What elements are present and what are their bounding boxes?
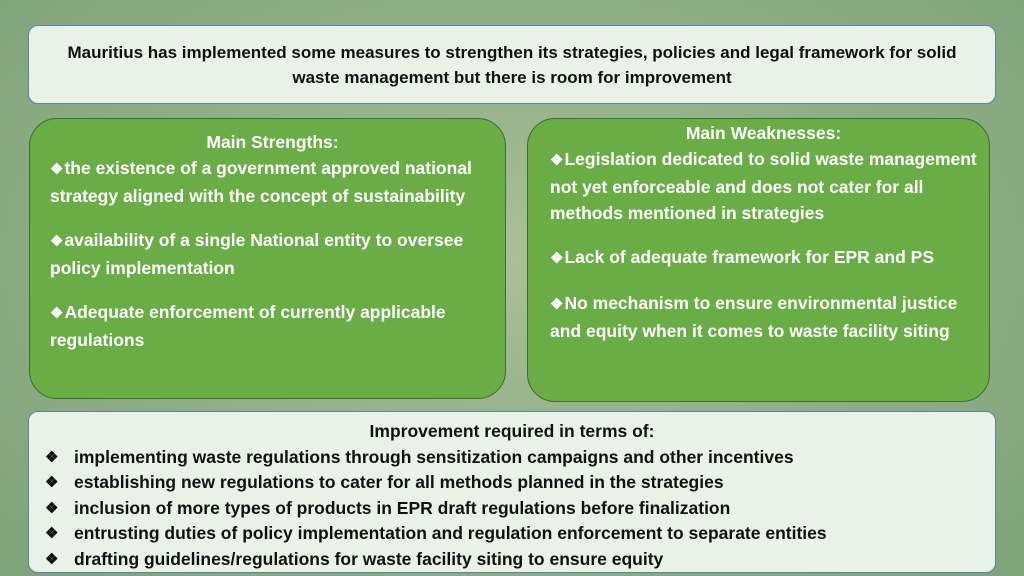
strength-item: ❖Adequate enforcement of currently applicable regulations [50,302,446,350]
title-banner [28,25,996,104]
diamond-bullet-icon: ❖ [550,152,564,169]
improvement-panel [28,411,996,573]
diamond-bullet-icon: ❖ [50,161,64,178]
diamond-bullet-icon: ❖ [550,296,564,313]
slide-title: Mauritius has implemented some measures to strengthen its strategies, policies and legal framework for solid waste management but there is room for improvement [67,42,957,87]
strength-item: ❖availability of a single National entity to oversee policy implementation [50,230,464,278]
strength-item: ❖the existence of a government approved national strategy aligned with the concept of sustainability [50,158,472,206]
weakness-item: ❖Lack of adequate framework for EPR and PS [550,247,934,267]
weaknesses-heading: Main Weaknesses: [685,123,842,143]
strengths-panel [29,118,506,399]
diamond-bullet-icon: ❖ [45,499,59,517]
improvement-item: ❖ inclusion of more types of products in EPR draft regulations before finalization [45,496,995,522]
improvement-heading: Improvement required in terms of: [369,421,655,441]
improvement-item: ❖ entrusting duties of policy implementation and regulation enforcement to separate entities [45,521,995,547]
diamond-bullet-icon: ❖ [45,525,59,542]
improvement-item: ❖ implementing waste regulations through sensitization campaigns and other incentives [45,445,995,471]
diamond-bullet-icon: ❖ [50,305,64,322]
diamond-bullet-icon: ❖ [45,448,59,466]
improvement-item: ❖ establishing new regulations to cater for all methods planned in the strategies [45,470,995,496]
weakness-item: ❖No mechanism to ensure environmental justice and equity when it comes to waste facility siting [550,293,958,341]
improvement-item: ❖ drafting guidelines/regulations for waste facility siting to ensure equity [45,547,995,573]
strengths-heading: Main Strengths: [206,132,339,152]
weakness-item: ❖Legislation dedicated to solid waste management not yet enforceable and does not cater for all methods mentioned in strategies [550,149,977,223]
diamond-bullet-icon: ❖ [550,250,564,267]
diamond-bullet-icon: ❖ [45,550,59,568]
weaknesses-panel [527,118,990,402]
diamond-bullet-icon: ❖ [45,474,59,491]
diamond-bullet-icon: ❖ [50,233,64,250]
